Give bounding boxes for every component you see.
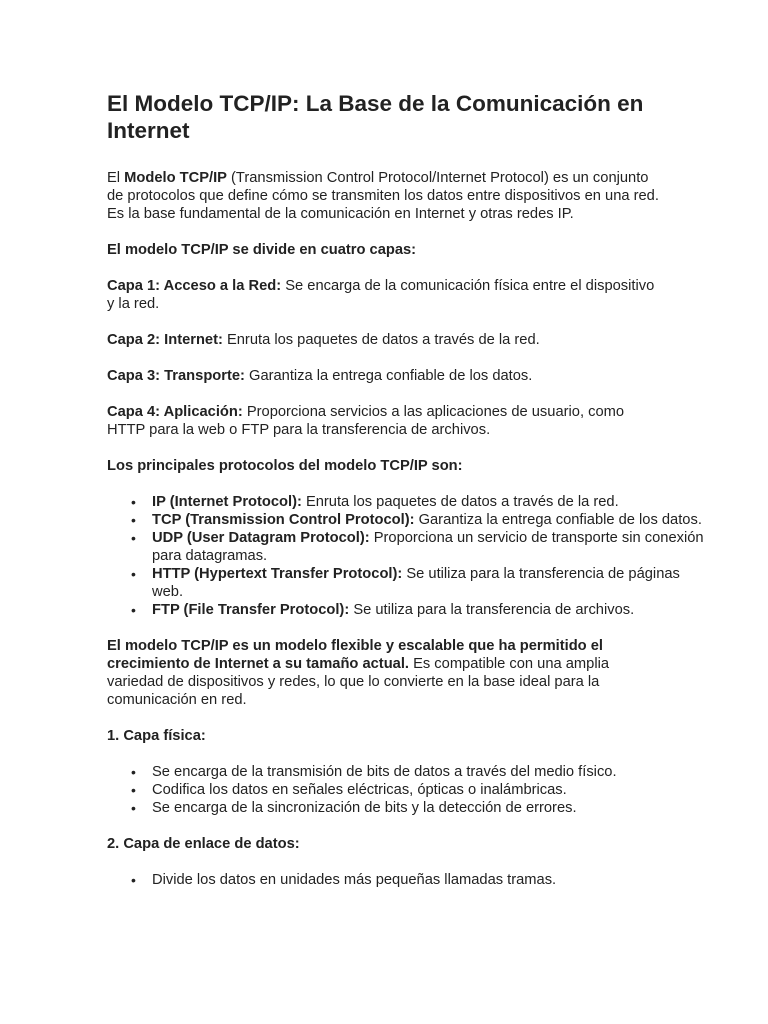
protocol-text: Se utiliza para la transferencia de páginas web.: [152, 566, 680, 600]
intro-bold: Modelo TCP/IP: [124, 170, 227, 186]
layer-paragraph-1: [107, 277, 660, 313]
bullet-icon: •: [131, 782, 136, 798]
bullet-icon: •: [131, 800, 136, 816]
layer-label: Capa 4: Aplicación:: [107, 404, 243, 420]
list-item: [131, 799, 705, 817]
summary-rest: Es compatible con una amplia variedad de dispositivos y redes, lo que lo convierte en la base ideal para la comunicación en red.: [107, 656, 610, 708]
protocol-text: Enruta los paquetes de datos a través de la red.: [301, 494, 619, 510]
bullet-icon: •: [131, 512, 136, 528]
list-item: [131, 601, 705, 619]
list-item: [131, 763, 705, 781]
list-item: [131, 511, 705, 529]
list-item: [131, 529, 705, 565]
protocols-heading: [107, 457, 660, 475]
section1-list: [107, 763, 705, 817]
protocol-label: TCP (Transmission Control Protocol):: [152, 512, 415, 528]
summary-paragraph: [107, 637, 660, 709]
layers-heading: [107, 241, 660, 259]
page-title: El Modelo TCP/IP: La Base de la Comunicación en Internet: [107, 91, 644, 143]
summary-bold: El modelo TCP/IP es un modelo flexible y escalable que ha permitido el crecimiento de Internet a su tamaño actual.: [107, 638, 603, 672]
protocol-label: UDP (User Datagram Protocol):: [152, 530, 370, 546]
section1-heading: [107, 727, 660, 745]
list-item-text: Se encarga de la transmisión de bits de datos a través del medio físico.: [152, 764, 617, 780]
protocols-heading-text: Los principales protocolos del modelo TCP/IP son:: [107, 458, 463, 474]
protocol-text: Se utiliza para la transferencia de archivos.: [349, 602, 635, 618]
layer-label: Capa 2: Internet:: [107, 332, 223, 348]
layers-heading-text: El modelo TCP/IP se divide en cuatro capas:: [107, 242, 417, 258]
protocol-text: Proporciona un servicio de transporte sin conexión para datagramas.: [152, 530, 704, 564]
intro-rest: (Transmission Control Protocol/Internet Protocol) es un conjunto de protocolos que define cómo se transmiten los datos entre dispositivos en una red. Es la base fundamental de la comunicación en Internet y otras redes IP.: [107, 170, 659, 222]
bullet-icon: •: [131, 530, 136, 546]
list-item: [131, 781, 705, 799]
bullet-icon: •: [131, 764, 136, 780]
list-item-text: Divide los datos en unidades más pequeñas llamadas tramas.: [152, 872, 557, 888]
section2-heading: [107, 835, 660, 853]
layer-label: Capa 1: Acceso a la Red:: [107, 278, 282, 294]
layer-text: Enruta los paquetes de datos a través de la red.: [222, 332, 540, 348]
list-item-text: Se encarga de la sincronización de bits y la detección de errores.: [152, 800, 577, 816]
protocol-label: FTP (File Transfer Protocol):: [152, 602, 350, 618]
list-item: [131, 871, 705, 889]
list-item: [131, 493, 705, 511]
section2-list: [107, 871, 705, 889]
bullet-icon: •: [131, 494, 136, 510]
section2-heading-text: 2. Capa de enlace de datos:: [107, 836, 300, 852]
protocol-label: IP (Internet Protocol):: [152, 494, 302, 510]
list-item: [131, 565, 705, 601]
layer-text: Garantiza la entrega confiable de los datos.: [244, 368, 533, 384]
bullet-icon: •: [131, 872, 136, 888]
intro-prefix: El: [107, 170, 125, 186]
intro-paragraph: [107, 169, 660, 223]
layer-paragraph-4: [107, 403, 660, 439]
bullet-icon: •: [131, 566, 136, 582]
layer-paragraph-2: [107, 331, 660, 349]
protocol-label: HTTP (Hypertext Transfer Protocol):: [152, 566, 403, 582]
layer-paragraph-3: [107, 367, 660, 385]
list-item-text: Codifica los datos en señales eléctricas, ópticas o inalámbricas.: [152, 782, 567, 798]
layer-label: Capa 3: Transporte:: [107, 368, 245, 384]
bullet-icon: •: [131, 602, 136, 618]
protocols-list: [107, 493, 705, 619]
protocol-text: Garantiza la entrega confiable de los datos.: [414, 512, 702, 528]
layer-text: Proporciona servicios a las aplicaciones de usuario, como HTTP para la web o FTP para la transferencia de archivos.: [107, 404, 625, 438]
section1-heading-text: 1. Capa física:: [107, 728, 206, 744]
layer-text: Se encarga de la comunicación física entre el dispositivo y la red.: [107, 278, 655, 312]
